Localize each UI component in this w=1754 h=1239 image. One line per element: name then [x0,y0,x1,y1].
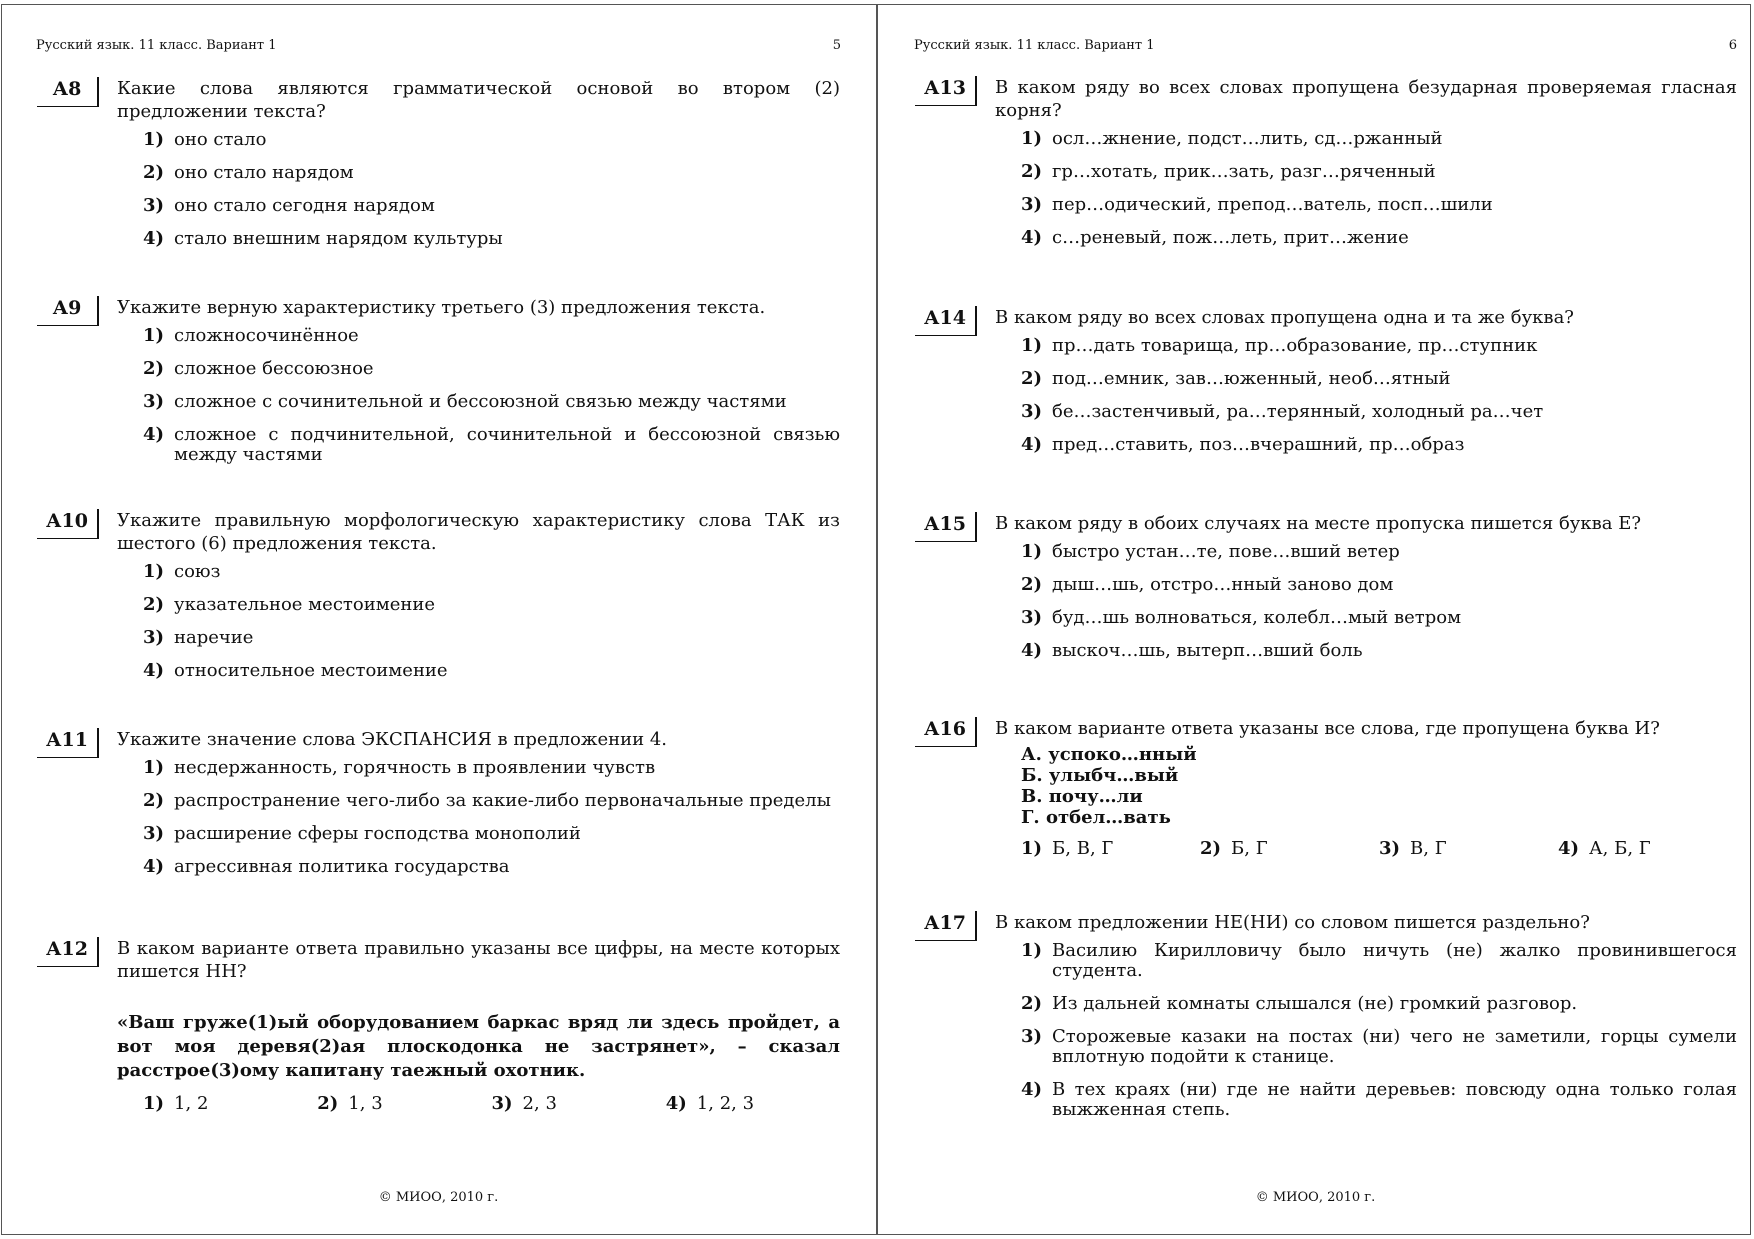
question-text: В каком ряду во всех словах пропущена одна и та же буква? [995,307,1574,328]
option-number: 2) [1200,838,1222,859]
option-text: Сторожевые казаки на постах (ни) чего не заметили, горцы сумели вплотную подойти к станице. [1052,1026,1737,1067]
option-number: 2) [1021,161,1043,182]
option-number: 1) [1021,838,1043,859]
option-text: осл…жнение, подст…лить, сд…ржанный [1052,128,1443,149]
quoted-sentence: «Ваш груже(1)ый оборудованием баркас вряд ли здесь пройдет, а вот моя деревя(2)ая плоскодонка не застрянет», – сказал расстрое(3)ому капитану таежный охотник. [117,1012,840,1081]
option-number: 4) [143,228,165,249]
answer-option[interactable] [1021,129,1737,149]
answer-options [143,562,840,681]
option-number: 2) [143,358,165,379]
right-page [878,4,1753,1235]
answer-option[interactable] [1021,838,1200,859]
answer-option[interactable] [143,758,840,778]
question-label: А17 [915,911,977,941]
option-number: 3) [1021,401,1043,422]
option-number: 3) [491,1093,513,1114]
answer-options [143,326,840,465]
answer-option[interactable] [1021,994,1737,1014]
answer-option[interactable] [1021,1080,1737,1120]
option-number: 2) [143,162,165,183]
option-number: 1) [143,129,165,150]
answer-option[interactable] [143,196,840,216]
option-number: 1) [143,561,165,582]
question-a12 [37,937,840,1114]
answer-option[interactable] [143,791,840,811]
option-number: 4) [1021,1079,1043,1100]
page-header [914,38,1737,56]
option-number: 2) [143,790,165,811]
option-text: несдержанность, горячность в проявлении чувств [174,757,656,778]
page-header [36,38,841,56]
answer-option[interactable] [1021,195,1737,215]
option-text: В тех краях (ни) где не найти деревьев: повсюду одна только голая выжженная степь. [1052,1079,1737,1120]
option-text: 2, 3 [522,1093,557,1114]
answer-options [143,130,840,249]
option-number: 1) [143,325,165,346]
question-label: А15 [915,512,977,542]
answer-option[interactable] [143,661,840,681]
option-text: дыш…шь, отстро…нный заново дом [1052,574,1394,595]
question-text: Укажите правильную морфологическую характеристику слова ТАК из шестого (6) предложения текста. [117,510,840,554]
answer-option[interactable] [666,1093,840,1114]
answer-option[interactable] [492,1093,666,1114]
option-text: быстро устан…те, пове…вший ветер [1052,541,1400,562]
option-text: агрессивная политика государства [174,856,510,877]
question-text: В каком предложении НЕ(НИ) со словом пишется раздельно? [995,912,1590,933]
option-text: выскоч…шь, вытерп…вший боль [1052,640,1363,661]
left-page [1,4,876,1235]
option-text: 1, 2, 3 [696,1093,755,1114]
option-text: А, Б, Г [1589,838,1651,859]
option-text: стало внешним нарядом культуры [174,228,503,249]
option-number: 4) [143,660,165,681]
option-text: сложное с подчинительной, сочинительной и бессоюзной связью между частями [174,424,840,465]
option-number: 3) [143,195,165,216]
option-text: 1, 3 [348,1093,383,1114]
answer-option[interactable] [1558,838,1737,859]
question-text: В каком ряду во всех словах пропущена безударная проверяемая гласная корня? [995,77,1737,121]
option-number: 4) [1558,838,1580,859]
option-number: 1) [143,757,165,778]
option-text: сложносочинённое [174,325,359,346]
answer-option[interactable] [143,130,840,150]
answer-option[interactable] [1021,369,1737,389]
question-text: Укажите значение слова ЭКСПАНСИЯ в предложении 4. [117,729,667,750]
answer-option[interactable] [1021,608,1737,628]
question-a16 [915,717,1737,859]
question-text: Укажите верную характеристику третьего (3) предложения текста. [117,297,766,318]
option-number: 4) [143,424,165,445]
answer-option[interactable] [143,425,840,465]
answer-option[interactable] [1021,402,1737,422]
option-number: 3) [1021,194,1043,215]
option-number: 2) [1021,574,1043,595]
word-list [1021,744,1737,828]
option-number: 2) [317,1093,339,1114]
question-label: А13 [915,76,977,106]
option-number: 3) [143,391,165,412]
header-title: Русский язык. 11 класс. Вариант 1 [914,38,1155,53]
answer-option[interactable] [143,229,840,249]
option-text: расширение сферы господства монополий [174,823,581,844]
option-text: распространение чего-либо за какие-либо первоначальные пределы [174,790,831,811]
option-text: бе…застенчивый, ра…терянный, холодный ра…чет [1052,401,1544,422]
answer-option[interactable] [1021,228,1737,248]
answer-option[interactable] [1021,641,1737,661]
page-number: 6 [1728,38,1737,53]
answer-option[interactable] [317,1093,491,1114]
answer-option[interactable] [1021,542,1737,562]
answer-option[interactable] [143,163,840,183]
option-text: под…емник, зав…юженный, необ…ятный [1052,368,1451,389]
answer-option[interactable] [143,562,840,582]
option-number: 4) [665,1093,687,1114]
answer-options [1021,129,1737,248]
answer-options [1021,941,1737,1120]
header-title: Русский язык. 11 класс. Вариант 1 [36,38,277,53]
option-number: 1) [1021,128,1043,149]
option-text: гр…хотать, прик…зать, разг…ряченный [1052,161,1436,182]
question-label: А8 [37,77,99,107]
option-text: пер…одический, препод…ватель, посп…шили [1052,194,1493,215]
answer-option[interactable] [1200,838,1379,859]
answer-options [1021,336,1737,455]
option-text: В, Г [1410,838,1447,859]
question-label: А14 [915,306,977,336]
option-number: 1) [1021,335,1043,356]
option-text: с…реневый, пож…леть, прит…жение [1052,227,1409,248]
option-text: оно стало сегодня нарядом [174,195,435,216]
option-text: Б, Г [1231,838,1268,859]
word-item: Г. отбел…вать [1021,807,1171,828]
option-number: 4) [1021,227,1043,248]
option-text: буд…шь волноваться, колебл…мый ветром [1052,607,1462,628]
question-label: А12 [37,937,99,967]
question-a17 [915,911,1737,1133]
question-a11 [37,728,840,890]
answer-option[interactable] [143,392,840,412]
answer-option[interactable] [1021,941,1737,981]
question-a10 [37,509,840,694]
option-text: оно стало нарядом [174,162,354,183]
option-number: 4) [1021,434,1043,455]
answer-option[interactable] [1021,336,1737,356]
answer-option[interactable] [143,857,840,877]
option-text: относительное местоимение [174,660,448,681]
answer-option[interactable] [1021,435,1737,455]
question-a9 [37,296,840,478]
question-text: Какие слова являются грамматической основой во втором (2) предложении текста? [117,78,840,122]
question-a8 [37,77,840,262]
page-footer: © МИОО, 2010 г. [1255,1190,1376,1205]
option-number: 4) [143,856,165,877]
answer-option[interactable] [1379,838,1558,859]
option-number: 2) [1021,993,1043,1014]
question-a15 [915,512,1737,674]
option-text: Б, В, Г [1052,838,1114,859]
answer-options [143,758,840,877]
answer-option[interactable] [143,326,840,346]
page-number: 5 [832,38,841,53]
question-label: А11 [37,728,99,758]
word-item: В. почу…ли [1021,786,1143,807]
option-number: 3) [1379,838,1401,859]
question-label: А9 [37,296,99,326]
answer-option[interactable] [1021,1027,1737,1067]
answer-option[interactable] [143,1093,317,1114]
question-text: В каком ряду в обоих случаях на месте пропуска пишется буква Е? [995,513,1642,534]
option-number: 3) [1021,1026,1043,1047]
option-number: 1) [1021,541,1043,562]
option-number: 3) [143,823,165,844]
answer-option[interactable] [143,824,840,844]
option-text: союз [174,561,221,582]
option-number: 3) [143,627,165,648]
page-footer: © МИОО, 2010 г. [378,1190,499,1205]
option-text: указательное местоимение [174,594,435,615]
question-a13 [915,76,1737,261]
answer-options [1021,838,1737,859]
option-text: оно стало [174,129,267,150]
option-text: сложное бессоюзное [174,358,374,379]
answer-option[interactable] [143,595,840,615]
option-text: 1, 2 [174,1093,209,1114]
answer-option[interactable] [143,359,840,379]
option-number: 2) [1021,368,1043,389]
question-label: А16 [915,717,977,747]
word-item: А. успоко…нный [1021,744,1197,765]
answer-option[interactable] [1021,575,1737,595]
question-text: В каком варианте ответа правильно указаны все цифры, на месте которых пишется НН? [117,938,840,982]
option-number: 1) [143,1093,165,1114]
answer-options [1021,542,1737,661]
option-text: пред…ставить, поз…вчерашний, пр…образ [1052,434,1465,455]
answer-options [143,1093,840,1114]
question-label: А10 [37,509,99,539]
option-text: Василию Кирилловичу было ничуть (не) жалко провинившегося студента. [1052,940,1737,981]
option-text: сложное с сочинительной и бессоюзной связью между частями [174,391,787,412]
option-number: 3) [1021,607,1043,628]
option-text: наречие [174,627,254,648]
option-text: Из дальней комнаты слышался (не) громкий разговор. [1052,993,1578,1014]
question-a14 [915,306,1737,468]
option-text: пр…дать товарища, пр…образование, пр…ступник [1052,335,1538,356]
word-item: Б. улыбч…вый [1021,765,1179,786]
question-text: В каком варианте ответа указаны все слова, где пропущена буква И? [995,718,1660,739]
option-number: 4) [1021,640,1043,661]
option-number: 1) [1021,940,1043,961]
answer-option[interactable] [1021,162,1737,182]
answer-option[interactable] [143,628,840,648]
option-number: 2) [143,594,165,615]
